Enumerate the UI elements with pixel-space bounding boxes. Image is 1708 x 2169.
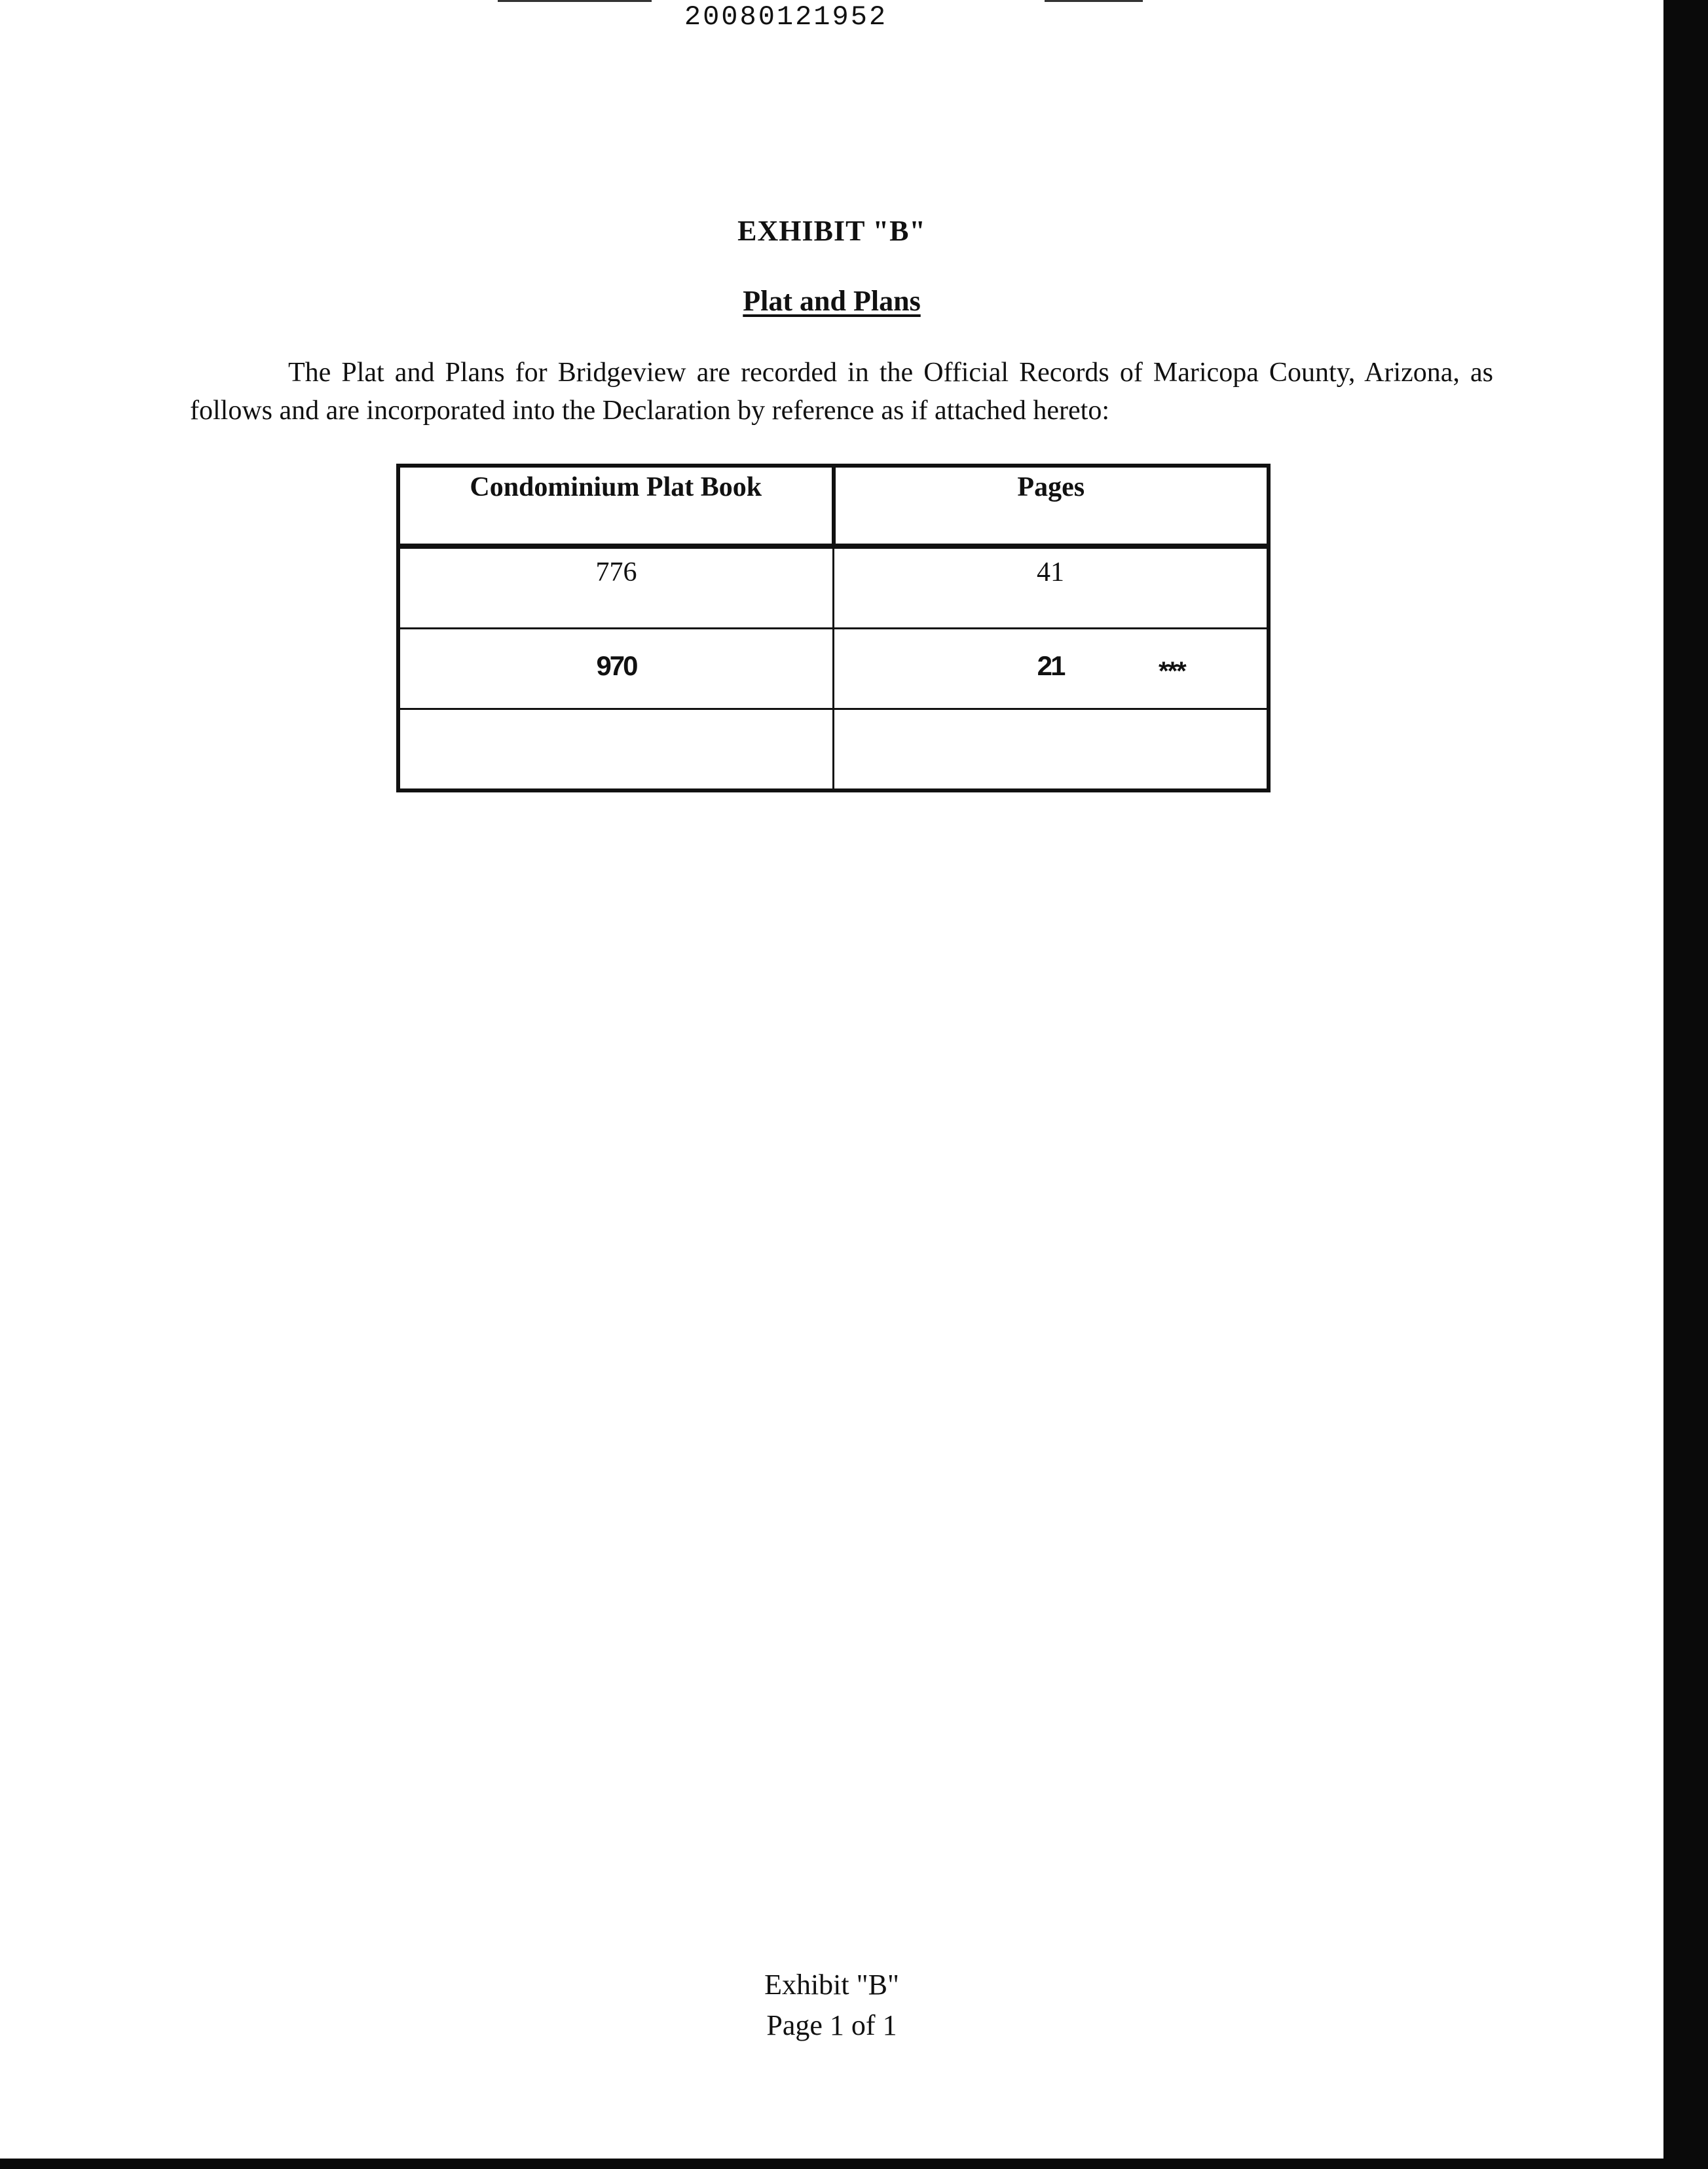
footer-page-number: Page 1 of 1 (766, 2009, 897, 2041)
intro-paragraph: The Plat and Plans for Bridgeview are recorded in the Official Records of Maricopa County, Arizona, as follows and are incorporated into the Declaration by reference as if attached hereto: (190, 358, 1493, 426)
table-row (398, 546, 1269, 629)
header-pages: Pages (834, 466, 1269, 546)
cell-plat-book (398, 629, 834, 709)
cell-plat-book: 776 (398, 546, 834, 629)
section-heading: Plat and Plans (743, 285, 921, 317)
table-header-row (398, 466, 1269, 546)
asterisk-annotation: *** (1159, 657, 1185, 686)
table-row (398, 709, 1269, 791)
cell-plat-book (398, 709, 834, 791)
exhibit-heading: EXHIBIT "B" (737, 215, 926, 247)
cell-pages: 41 (834, 546, 1269, 629)
handwritten-pages: 21 (1037, 650, 1064, 681)
scan-border-bottom (0, 2159, 1708, 2169)
recording-number: 20080121952 (684, 1, 888, 33)
handwritten-plat-book: 970 (596, 650, 637, 681)
plat-table (396, 464, 1271, 792)
page-footer (675, 1965, 989, 2046)
scan-border-right (1663, 0, 1708, 2169)
cell-pages (834, 629, 1269, 709)
table-row (398, 629, 1269, 709)
footer-exhibit-label: Exhibit "B" (764, 1969, 899, 2001)
header-plat-book: Condominium Plat Book (398, 466, 834, 546)
cell-pages (834, 709, 1269, 791)
